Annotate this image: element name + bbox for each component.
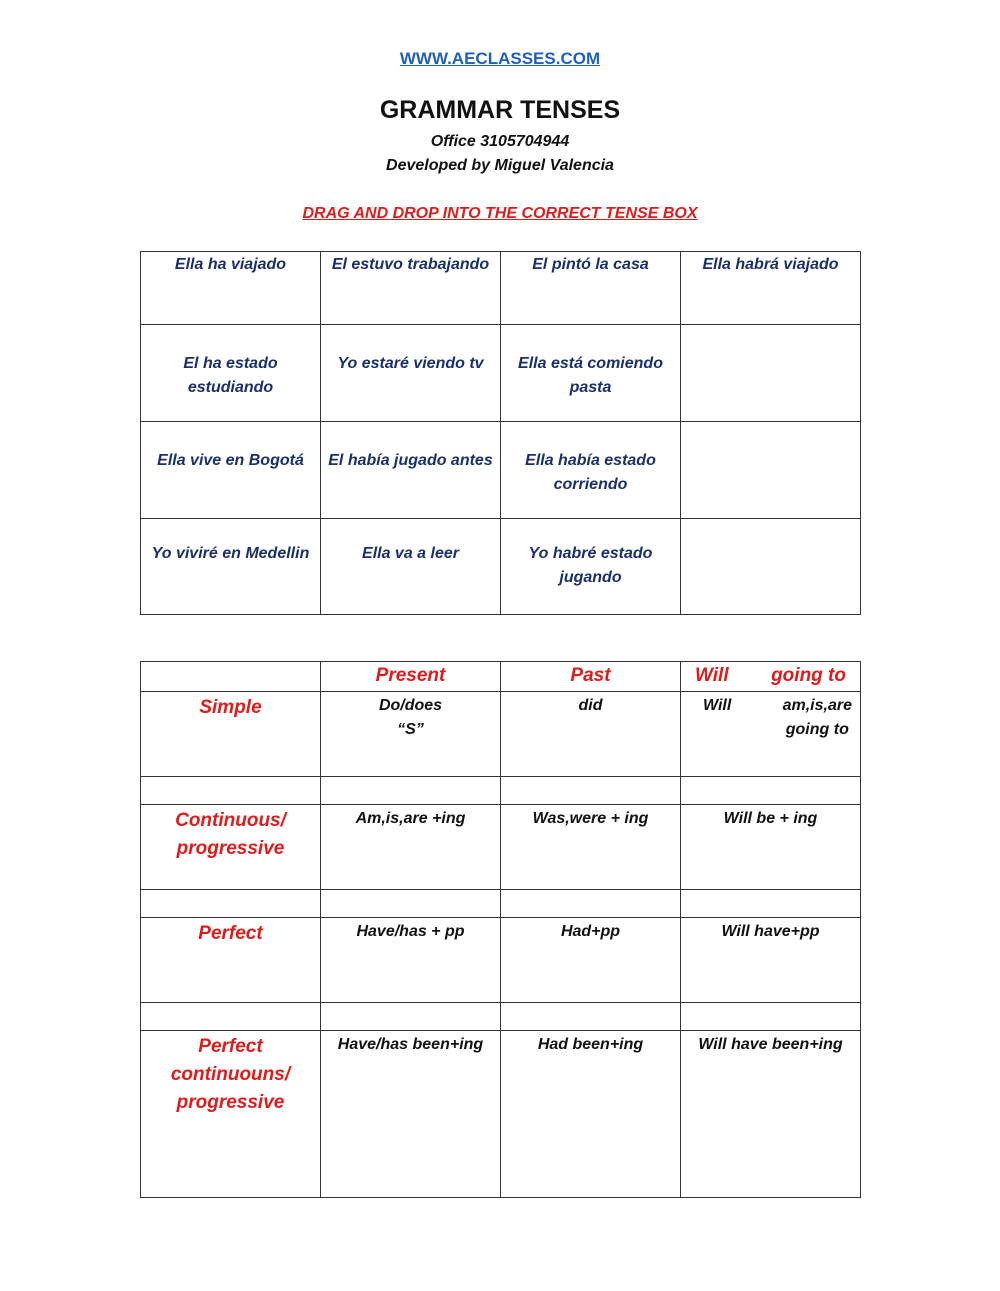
drag-item[interactable]: El estuvo trabajando [331, 256, 490, 273]
drag-cell[interactable] [501, 422, 681, 519]
drop-cell-perfect-present[interactable] [321, 918, 501, 1003]
spacer-cell [141, 1003, 321, 1031]
formula-text: Had been+ing [537, 1036, 644, 1053]
row-label-text: Perfect [198, 923, 263, 944]
spacer-cell [501, 890, 681, 918]
drag-cell[interactable] [141, 422, 321, 519]
drag-row [141, 325, 861, 422]
drag-item[interactable]: El había jugado antes [328, 452, 493, 469]
row-perfect-continuous [141, 1031, 861, 1198]
spacer-cell [141, 777, 321, 805]
drag-item[interactable]: Yo estaré viendo tv [337, 355, 484, 372]
drag-item[interactable]: Yo habré estado jugando [528, 545, 653, 586]
drag-item[interactable]: Ella habrá viajado [702, 256, 839, 273]
drag-cell[interactable] [321, 252, 501, 325]
drag-cell[interactable] [501, 519, 681, 615]
site-link[interactable]: WWW.AECLASSES.COM [399, 49, 601, 68]
row-label-text: continuouns/ [170, 1064, 291, 1085]
drag-row [141, 252, 861, 325]
formula-text: going to [785, 721, 849, 738]
drag-cell[interactable] [141, 252, 321, 325]
drag-item[interactable]: Ella va a leer [362, 545, 459, 562]
formula-text: Do/does [378, 697, 443, 714]
drag-cell-empty[interactable] [681, 325, 861, 422]
formula-text: am,is,are [782, 697, 852, 714]
row-label-text: Continuous/ [175, 810, 286, 831]
drop-cell-simple-present[interactable] [321, 692, 501, 777]
drag-cell[interactable] [681, 252, 861, 325]
spacer-cell [681, 777, 861, 805]
formula-text: did [578, 697, 603, 714]
drag-row [141, 519, 861, 615]
drop-cell-perfect-continuous-past[interactable] [501, 1031, 681, 1198]
drag-item[interactable]: Ella ha viajado [174, 256, 287, 273]
row-label-text: Perfect [198, 1036, 263, 1057]
drop-cell-continuous-present[interactable] [321, 805, 501, 890]
spacer-cell [321, 777, 501, 805]
tense-reference-table [140, 661, 861, 1198]
row-label-text: progressive [176, 1092, 285, 1113]
row-label-text: progressive [176, 838, 285, 859]
drop-cell-continuous-past[interactable] [501, 805, 681, 890]
spacer-cell [681, 890, 861, 918]
drop-cell-perfect-past[interactable] [501, 918, 681, 1003]
drop-cell-simple-past[interactable] [501, 692, 681, 777]
drop-cell-simple-future[interactable] [681, 692, 861, 777]
header-going-to: going to [771, 665, 846, 686]
spacer-cell [501, 1003, 681, 1031]
drag-item[interactable]: Ella había estado corriendo [525, 452, 656, 493]
formula-text: Will have+pp [721, 923, 820, 940]
drag-item[interactable]: Yo viviré en Medellin [151, 545, 310, 562]
row-label-text: Simple [199, 697, 262, 718]
spacer-cell [141, 890, 321, 918]
formula-text: “S” [397, 721, 424, 738]
spacer-cell [501, 777, 681, 805]
row-label-simple [141, 692, 321, 777]
drop-cell-perfect-future[interactable] [681, 918, 861, 1003]
developer-credit: Developed by Miguel Valencia [386, 157, 614, 174]
drag-cell[interactable] [501, 252, 681, 325]
drag-cell[interactable] [501, 325, 681, 422]
page-title: GRAMMAR TENSES [379, 96, 621, 124]
drag-item[interactable]: Ella está comiendo pasta [518, 355, 663, 396]
drag-cell[interactable] [321, 325, 501, 422]
spacer-row [141, 1003, 861, 1031]
spacer-row [141, 777, 861, 805]
row-perfect [141, 918, 861, 1003]
row-simple [141, 692, 861, 777]
formula-text: Was,were + ing [532, 810, 649, 827]
row-label-perfect [141, 918, 321, 1003]
drag-cell[interactable] [321, 519, 501, 615]
formula-text: Will have been+ing [698, 1036, 843, 1053]
header-will: Will [695, 665, 729, 686]
spacer-cell [321, 1003, 501, 1031]
drag-row [141, 422, 861, 519]
formula-text: Will [703, 697, 732, 714]
drag-item[interactable]: El ha estado estudiando [183, 355, 278, 396]
row-label-continuous [141, 805, 321, 890]
formula-text: Had+pp [560, 923, 621, 940]
instruction-text: DRAG AND DROP INTO THE CORRECT TENSE BOX [302, 205, 698, 222]
drop-cell-perfect-continuous-present[interactable] [321, 1031, 501, 1198]
tense-header-row [141, 662, 861, 692]
formula-text: Am,is,are +ing [355, 810, 466, 827]
drag-cell-empty[interactable] [681, 519, 861, 615]
drop-cell-continuous-future[interactable] [681, 805, 861, 890]
header-past: Past [501, 662, 681, 692]
spacer-row [141, 890, 861, 918]
drag-cell[interactable] [321, 422, 501, 519]
spacer-cell [321, 890, 501, 918]
office-phone: Office 3105704944 [430, 133, 570, 150]
drag-cell[interactable] [141, 519, 321, 615]
formula-text: Have/has been+ing [337, 1036, 484, 1053]
header-present: Present [321, 662, 501, 692]
corner-cell [141, 662, 321, 692]
row-continuous [141, 805, 861, 890]
formula-text: Will be + ing [723, 810, 818, 827]
drag-item[interactable]: Ella vive en Bogotá [157, 452, 304, 469]
drag-cell-empty[interactable] [681, 422, 861, 519]
drop-cell-perfect-continuous-future[interactable] [681, 1031, 861, 1198]
spacer-cell [681, 1003, 861, 1031]
drag-cell[interactable] [141, 325, 321, 422]
drag-item[interactable]: El pintó la casa [532, 256, 649, 273]
header-future [681, 662, 861, 692]
row-label-perfect-continuous [141, 1031, 321, 1198]
formula-text: Have/has + pp [356, 923, 465, 940]
drag-items-table [140, 251, 861, 615]
